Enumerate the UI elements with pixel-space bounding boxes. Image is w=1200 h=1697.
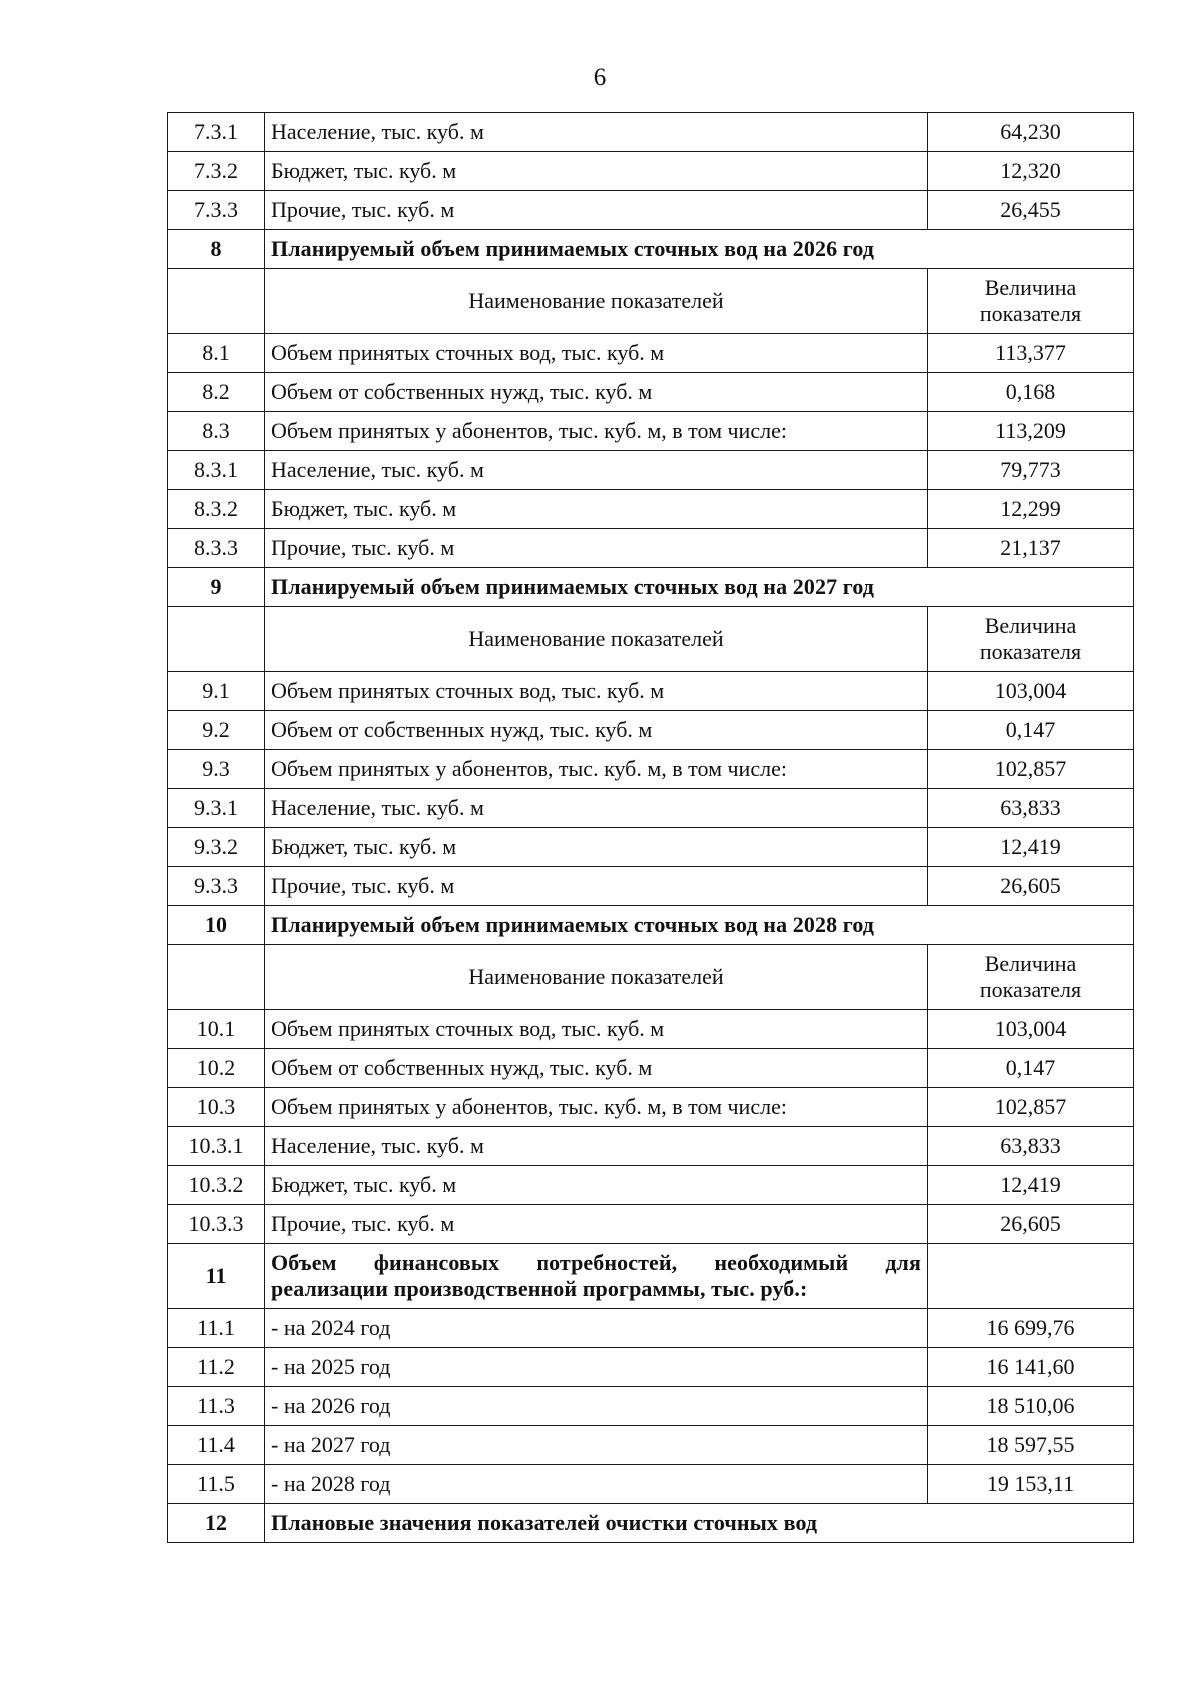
row-value: 26,605 <box>928 867 1134 906</box>
row-number: 8.3.2 <box>168 490 265 529</box>
section-number: 9 <box>168 568 265 607</box>
section-number: 10 <box>168 906 265 945</box>
table-row <box>168 1166 1134 1205</box>
column-header-row <box>168 945 1134 1010</box>
section-title: Плановые значения показателей очистки сточных вод <box>265 1504 1134 1543</box>
row-value: 0,147 <box>928 711 1134 750</box>
row-label: Объем принятых у абонентов, тыс. куб. м, в том числе: <box>265 1088 928 1127</box>
row-number: 9.3.3 <box>168 867 265 906</box>
table-row <box>168 1088 1134 1127</box>
table-row <box>168 1205 1134 1244</box>
row-value: 103,004 <box>928 672 1134 711</box>
section-title: Планируемый объем принимаемых сточных вод на 2028 год <box>265 906 1134 945</box>
row-value: 64,230 <box>928 113 1134 152</box>
row-value: 63,833 <box>928 1127 1134 1166</box>
row-label: Объем от собственных нужд, тыс. куб. м <box>265 711 928 750</box>
table-row <box>168 191 1134 230</box>
row-label: Объем от собственных нужд, тыс. куб. м <box>265 373 928 412</box>
row-value: 16 141,60 <box>928 1348 1134 1387</box>
row-value: 19 153,11 <box>928 1465 1134 1504</box>
row-number: 9.3 <box>168 750 265 789</box>
row-label: Бюджет, тыс. куб. м <box>265 152 928 191</box>
row-label: Бюджет, тыс. куб. м <box>265 1166 928 1205</box>
row-value: 102,857 <box>928 750 1134 789</box>
row-number: 10.3.2 <box>168 1166 265 1205</box>
table-row <box>168 334 1134 373</box>
section-number: 8 <box>168 230 265 269</box>
table-row <box>168 1309 1134 1348</box>
row-value: 79,773 <box>928 451 1134 490</box>
row-value: 26,455 <box>928 191 1134 230</box>
row-number: 11.4 <box>168 1426 265 1465</box>
row-value: 18 510,06 <box>928 1387 1134 1426</box>
row-label: Бюджет, тыс. куб. м <box>265 490 928 529</box>
row-label: - на 2026 год <box>265 1387 928 1426</box>
table-row <box>168 1010 1134 1049</box>
column-header-value: Величина показателя <box>928 945 1134 1010</box>
column-header-name: Наименование показателей <box>265 945 928 1010</box>
row-number: 8.1 <box>168 334 265 373</box>
section-row <box>168 906 1134 945</box>
row-number: 11.1 <box>168 1309 265 1348</box>
table-row <box>168 750 1134 789</box>
row-value: 102,857 <box>928 1088 1134 1127</box>
row-number: 9.3.2 <box>168 828 265 867</box>
row-value: 12,299 <box>928 490 1134 529</box>
column-header-value: Величина показателя <box>928 269 1134 334</box>
table-row <box>168 529 1134 568</box>
row-label: Прочие, тыс. куб. м <box>265 191 928 230</box>
row-number: 7.3.1 <box>168 113 265 152</box>
row-number: 11.5 <box>168 1465 265 1504</box>
page-number: 6 <box>593 64 607 91</box>
section-number: 11 <box>168 1244 265 1309</box>
table-row <box>168 672 1134 711</box>
row-label: Бюджет, тыс. куб. м <box>265 828 928 867</box>
row-number: 8.3.1 <box>168 451 265 490</box>
row-label: Прочие, тыс. куб. м <box>265 1205 928 1244</box>
row-label: Население, тыс. куб. м <box>265 789 928 828</box>
row-label: Объем принятых у абонентов, тыс. куб. м, в том числе: <box>265 750 928 789</box>
table-row <box>168 1426 1134 1465</box>
row-number: 8.3 <box>168 412 265 451</box>
section-title: Планируемый объем принимаемых сточных вод на 2027 год <box>265 568 1134 607</box>
table-row <box>168 828 1134 867</box>
row-label: - на 2024 год <box>265 1309 928 1348</box>
row-value: 18 597,55 <box>928 1426 1134 1465</box>
column-header-name: Наименование показателей <box>265 269 928 334</box>
row-number: 7.3.2 <box>168 152 265 191</box>
row-value: 26,605 <box>928 1205 1134 1244</box>
row-number: 10.2 <box>168 1049 265 1088</box>
row-value: 21,137 <box>928 529 1134 568</box>
table-row <box>168 1049 1134 1088</box>
table-row <box>168 113 1134 152</box>
table-row <box>168 1127 1134 1166</box>
row-label: - на 2028 год <box>265 1465 928 1504</box>
row-number: 8.3.3 <box>168 529 265 568</box>
row-label: Объем принятых у абонентов, тыс. куб. м, в том числе: <box>265 412 928 451</box>
table-row <box>168 152 1134 191</box>
row-label: - на 2027 год <box>265 1426 928 1465</box>
section-row <box>168 230 1134 269</box>
row-label: Население, тыс. куб. м <box>265 451 928 490</box>
section-row <box>168 1504 1134 1543</box>
row-label: Объем принятых сточных вод, тыс. куб. м <box>265 672 928 711</box>
section-row <box>168 568 1134 607</box>
row-label: Объем от собственных нужд, тыс. куб. м <box>265 1049 928 1088</box>
section-number: 12 <box>168 1504 265 1543</box>
table-row <box>168 867 1134 906</box>
row-number: 9.3.1 <box>168 789 265 828</box>
row-number: 11.2 <box>168 1348 265 1387</box>
table-row <box>168 1465 1134 1504</box>
row-label: Объем принятых сточных вод, тыс. куб. м <box>265 1010 928 1049</box>
row-number: 9.1 <box>168 672 265 711</box>
row-number: 7.3.3 <box>168 191 265 230</box>
row-number: 10.3.3 <box>168 1205 265 1244</box>
section-title: Планируемый объем принимаемых сточных вод на 2026 год <box>265 230 1134 269</box>
row-value: 12,419 <box>928 828 1134 867</box>
column-header-row <box>168 607 1134 672</box>
column-header-name: Наименование показателей <box>265 607 928 672</box>
row-number: 10.3 <box>168 1088 265 1127</box>
row-number: 10.3.1 <box>168 1127 265 1166</box>
table-row <box>168 1348 1134 1387</box>
indicators-table <box>167 112 1134 1543</box>
row-number: 8.2 <box>168 373 265 412</box>
row-value: 16 699,76 <box>928 1309 1134 1348</box>
table-row <box>168 373 1134 412</box>
column-header-value: Величина показателя <box>928 607 1134 672</box>
row-label: - на 2025 год <box>265 1348 928 1387</box>
row-value: 0,168 <box>928 373 1134 412</box>
table-row <box>168 412 1134 451</box>
row-value: 63,833 <box>928 789 1134 828</box>
row-number: 11.3 <box>168 1387 265 1426</box>
table-row <box>168 451 1134 490</box>
row-label: Население, тыс. куб. м <box>265 113 928 152</box>
column-header-row <box>168 269 1134 334</box>
row-number: 10.1 <box>168 1010 265 1049</box>
section-title: Объем финансовых потребностей, необходимый для реализации производственной программы, тыс. руб.: <box>265 1244 928 1309</box>
row-label: Объем принятых сточных вод, тыс. куб. м <box>265 334 928 373</box>
row-value: 113,209 <box>928 412 1134 451</box>
row-value: 0,147 <box>928 1049 1134 1088</box>
table-row <box>168 789 1134 828</box>
row-label: Население, тыс. куб. м <box>265 1127 928 1166</box>
table-row <box>168 490 1134 529</box>
row-value: 103,004 <box>928 1010 1134 1049</box>
row-value: 12,320 <box>928 152 1134 191</box>
row-number: 9.2 <box>168 711 265 750</box>
row-label: Прочие, тыс. куб. м <box>265 867 928 906</box>
table-row <box>168 1387 1134 1426</box>
row-value: 12,419 <box>928 1166 1134 1205</box>
section-row <box>168 1244 1134 1309</box>
table-row <box>168 711 1134 750</box>
row-value: 113,377 <box>928 334 1134 373</box>
row-label: Прочие, тыс. куб. м <box>265 529 928 568</box>
